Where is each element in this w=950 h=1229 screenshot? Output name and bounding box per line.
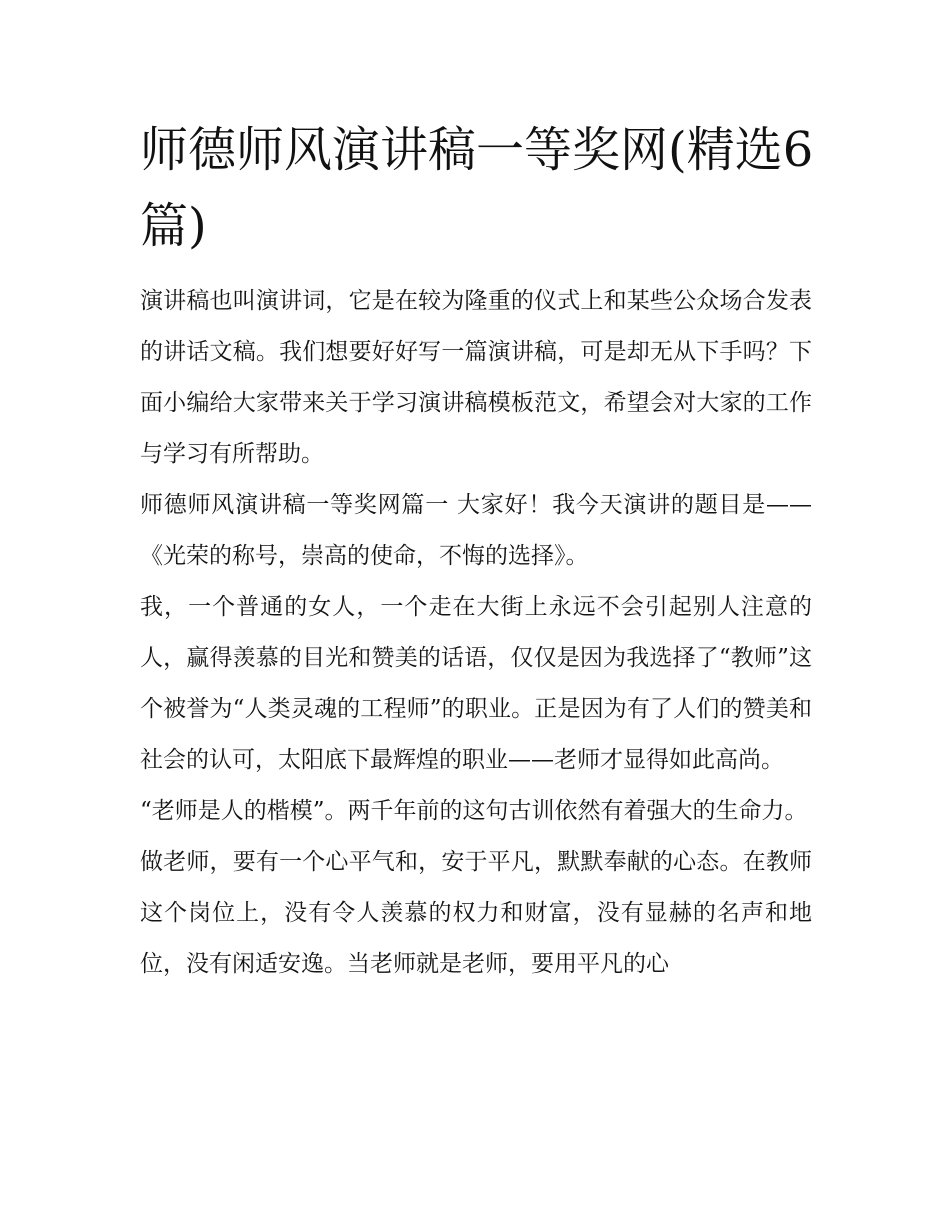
document-body bbox=[140, 276, 812, 990]
paragraph-profession-choice: 我，一个普通的女人，一个走在大街上永远不会引起别人注意的人，赢得羡慕的目光和赞美的话语，仅仅是因为我选择了“教师”这个被誉为“人类灵魂的工程师”的职业。正是因为有了人们的赞美和社会的认可，太阳底下最辉煌的职业——老师才显得如此高尚。 bbox=[140, 594, 812, 773]
paragraph-speech-opening: 师德师风演讲稿一等奖网篇一 大家好！我今天演讲的题目是——《光荣的称号，崇高的使命，不悔的选择》。 bbox=[140, 492, 812, 569]
document-title: 师德师风演讲稿一等奖网(精选6篇) bbox=[140, 122, 814, 254]
paragraph-teacher-model: “老师是人的楷模”。两千年前的这句古训依然有着强大的生命力。 bbox=[140, 798, 808, 824]
paragraph-intro: 演讲稿也叫演讲词，它是在较为隆重的仪式上和某些公众场合发表的讲话文稿。我们想要好好写一篇演讲稿，可是却无从下手吗？下面小编给大家带来关于学习演讲稿模板范文，希望会对大家的工作与学习有所帮助。 bbox=[140, 288, 812, 467]
paragraph-teacher-mindset: 做老师，要有一个心平气和，安于平凡，默默奉献的心态。在教师这个岗位上，没有令人羡慕的权力和财富，没有显赫的名声和地位，没有闲适安逸。当老师就是老师，要用平凡的心 bbox=[140, 849, 812, 977]
